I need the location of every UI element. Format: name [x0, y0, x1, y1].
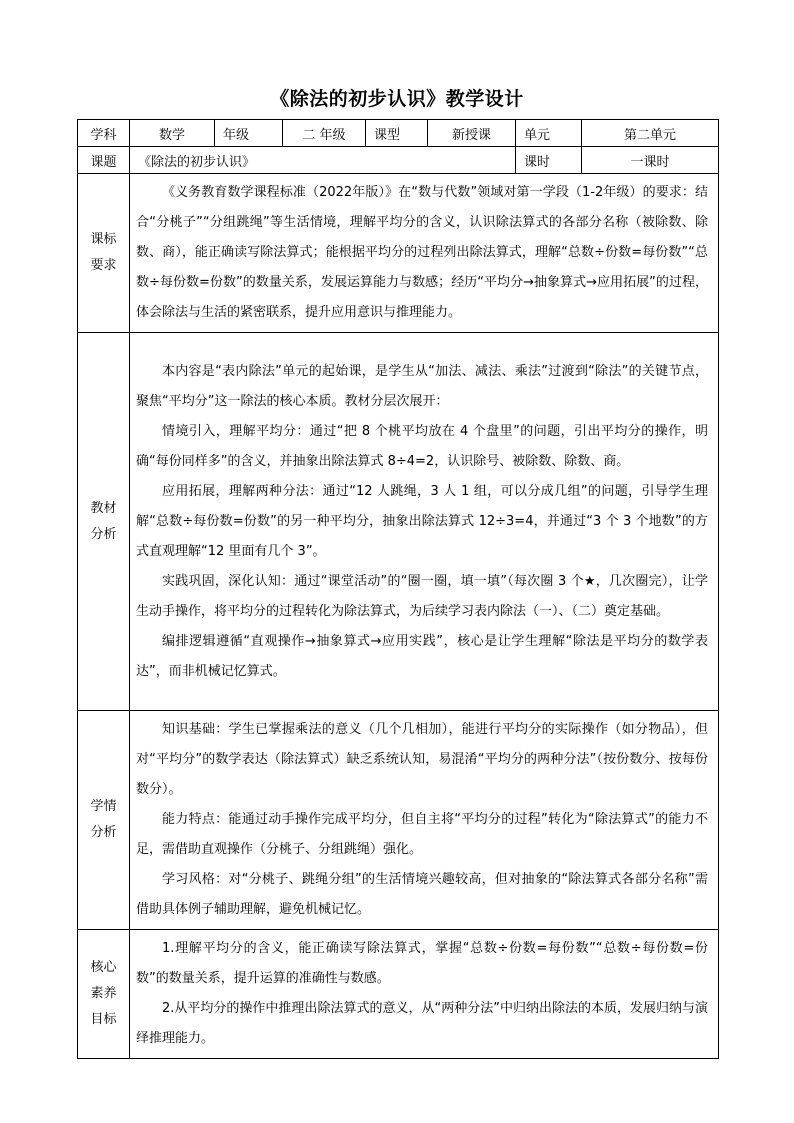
- type-value: 新授课: [428, 120, 516, 147]
- type-label: 课型: [366, 120, 428, 147]
- info-row: [78, 120, 719, 147]
- textbook-paragraph-5: 编排逻辑遵循“直观操作→抽象算式→应用实践”，核心是让学生理解“除法是平均分的数学表达”，而非机械记忆算式。: [136, 633, 708, 679]
- grade-value: 二 年级: [283, 120, 366, 147]
- goals-label-line1: 核心: [90, 960, 117, 975]
- textbook-label: [78, 333, 130, 711]
- standards-paragraph: 《义务教育数学课程标准（2022年版）》在“数与代数”领域对第一学段（1-2年级）的要求：结合“分桃子”“分组跳绳”等生活情境，理解平均分的含义，认识除法算式的各部分名称（被除数、除数、商），能正确读写除法算式；能根据平均分的过程列出除法算式，理解“总数÷份数=每份数”“总数÷每份数=份数”的数量关系，发展运算能力与数感；经历“平均分→抽象算式→应用拓展”的过程，体会除法与生活的紧密联系，提升应用意识与推理能力。: [136, 185, 708, 320]
- standards-label-line1: 课标: [90, 232, 117, 247]
- subject-label: 学科: [78, 120, 130, 147]
- textbook-label-line2: 分析: [90, 526, 117, 542]
- students-paragraph-1: 知识基础：学生已掌握乘法的意义（几个几相加），能进行平均分的实际操作（如分物品），但对“平均分”的数学表达（除法算式）缺乏系统认知，易混淆“平均分的两种分法”（按份数分、按每份数分）。: [136, 722, 708, 797]
- goals-paragraph-1: 1.理解平均分的含义，能正确读写除法算式，掌握“总数÷份数=每份数”“总数÷每份数=份数”的数量关系，提升运算的准确性与数感。: [136, 941, 708, 986]
- goals-label: [78, 930, 130, 1059]
- students-paragraph-3: 学习风格：对“分桃子、跳绳分组”的生活情境兴趣较高，但对抽象的“除法算式各部分名称”需借助具体例子辅助理解，避免机械记忆。: [136, 872, 708, 917]
- standards-label: [78, 174, 130, 333]
- grade-label: 年级: [215, 120, 283, 147]
- textbook-paragraph-2: 情境引入，理解平均分：通过“把 8 个桃平均放在 4 个盘里”的问题，引出平均分的操作，明确“每份同样多”的含义，并抽象出除法算式 8÷4=2，认识除号、被除数、除数、商。: [136, 423, 708, 469]
- topic-row: [78, 147, 719, 174]
- hours-value: 一课时: [582, 147, 719, 174]
- hours-label: 课时: [516, 147, 582, 174]
- textbook-paragraph-4: 实践巩固，深化认知：通过“课堂活动”的“圈一圈，填一填”（每次圈 3 个★，几次圈完），让学生动手操作，将平均分的过程转化为除法算式，为后续学习表内除法（一）、（二）奠定基础。: [136, 573, 708, 619]
- topic-label: 课题: [78, 147, 130, 174]
- textbook-paragraph-1: 本内容是“表内除法”单元的起始课，是学生从“加法、减法、乘法”过渡到“除法”的关键节点，聚焦“平均分”这一除法的核心本质。教材分层次展开：: [136, 363, 708, 409]
- standards-row: [78, 174, 719, 333]
- students-label-line2: 分析: [90, 825, 117, 840]
- students-content: [130, 711, 719, 930]
- goals-label-line3: 目标: [90, 1012, 117, 1027]
- subject-value: 数学: [130, 120, 215, 147]
- unit-value: 第二单元: [582, 120, 719, 147]
- document-title: 《除法的初步认识》教学设计: [270, 88, 524, 110]
- students-label: [78, 711, 130, 930]
- students-label-line1: 学情: [90, 799, 117, 814]
- standards-content: [130, 174, 719, 333]
- goals-content: [130, 930, 719, 1059]
- students-row: [78, 711, 719, 930]
- textbook-content: [130, 333, 719, 711]
- textbook-paragraph-3: 应用拓展，理解两种分法：通过“12 人跳绳，3 人 1 组，可以分成几组”的问题，引导学生理解“总数÷每份数=份数”的另一种平均分，抽象出除法算式 12÷3=4，并通过“3 个 3 个地数”的方式直观理解“12 里面有几个 3”。: [136, 483, 708, 559]
- goals-label-line2: 素养: [90, 986, 117, 1001]
- topic-value: 《除法的初步认识》: [130, 147, 516, 174]
- standards-label-line2: 要求: [90, 258, 117, 273]
- students-paragraph-2: 能力特点：能通过动手操作完成平均分，但自主将“平均分的过程”转化为“除法算式”的能力不足，需借助直观操作（分桃子、分组跳绳）强化。: [136, 812, 708, 857]
- textbook-label-line1: 教材: [90, 500, 117, 516]
- lesson-design-table: [77, 119, 719, 1059]
- textbook-row: [78, 333, 719, 711]
- unit-label: 单元: [516, 120, 582, 147]
- goals-row: [78, 930, 719, 1059]
- goals-paragraph-2: 2.从平均分的操作中推理出除法算式的意义，从“两种分法”中归纳出除法的本质，发展归纳与演绎推理能力。: [136, 1001, 708, 1046]
